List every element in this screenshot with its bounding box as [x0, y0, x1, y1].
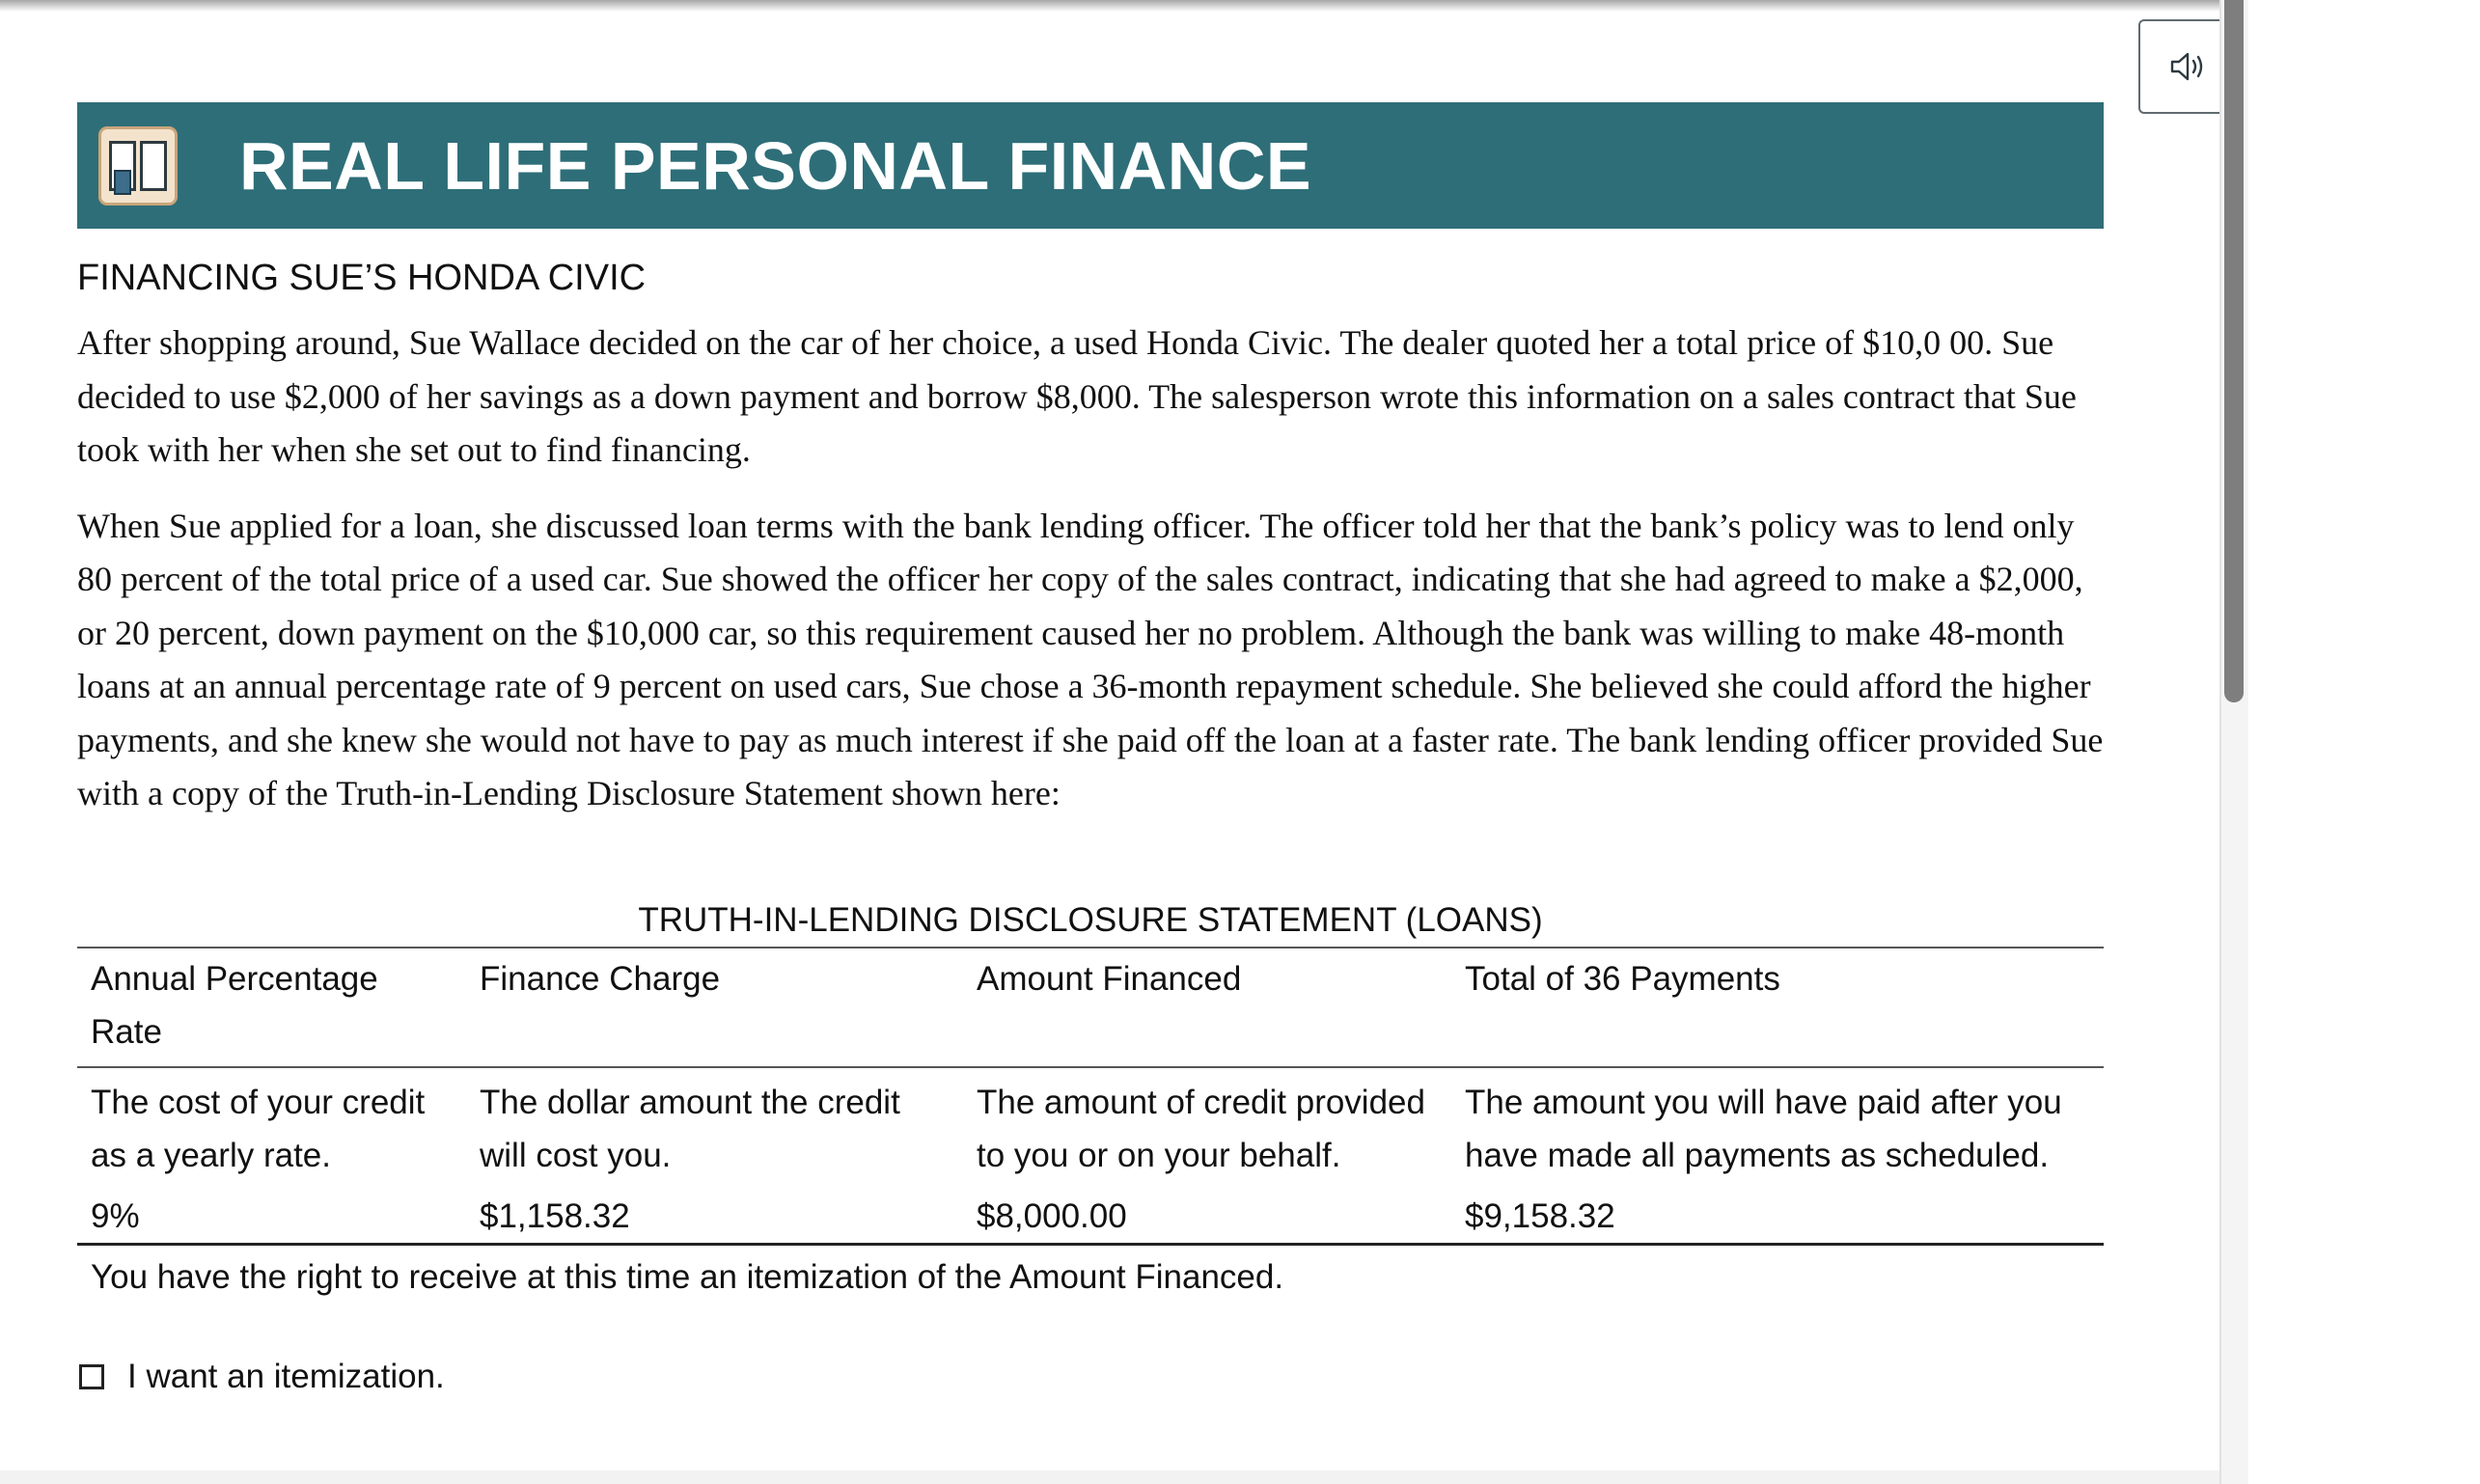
scrollbar-thumb[interactable]: [2224, 0, 2244, 702]
bottom-edge: [0, 1470, 2219, 1484]
banner-title: REAL LIFE PERSONAL FINANCE: [239, 127, 1312, 204]
calculator-ledger-icon: [98, 126, 178, 206]
disclosure-table: [77, 947, 2104, 1246]
disclosure-statement: [77, 898, 2104, 1396]
table-description-row: [77, 1067, 2104, 1182]
header-total-payments: Total of 36 Payments: [1451, 948, 2104, 1067]
header-amount-financed: Amount Financed: [963, 948, 1451, 1067]
disclosure-title: TRUTH-IN-LENDING DISCLOSURE STATEMENT (LOANS): [638, 900, 1543, 939]
right-margin: [2248, 0, 2480, 1484]
paragraph-2: When Sue applied for a loan, she discussed loan terms with the bank lending officer. The officer told her that the bank’s policy was to lend only 80 percent of the total price of a used car. Sue showed the officer her copy of the sales contract, indicating that she had agreed to make a $2,000, or 20 percent, down payment on the $10,000 car, so this requirement caused her no problem. Although the bank was willing to make 48-month loans at an annual percentage rate of 9 percent on used cars, Sue chose a 36-month repayment schedule. She believed she could afford the higher payments, and she knew she would not have to pay as much interest if she paid off the loan at a faster rate. The bank lending officer provided Sue with a copy of the Truth-in-Lending Disclosure Statement shown here:: [77, 506, 2104, 812]
value-finance-charge: $1,158.32: [466, 1182, 963, 1245]
desc-amount-financed: The amount of credit provided to you or on your behalf.: [963, 1067, 1451, 1182]
table-header-row: [77, 948, 2104, 1067]
main-content: [77, 102, 2104, 1396]
value-apr: 9%: [77, 1182, 466, 1245]
section-subtitle: FINANCING SUE’S HONDA CIVIC: [77, 258, 647, 298]
table-value-row: [77, 1182, 2104, 1245]
itemization-checkbox[interactable]: [79, 1364, 104, 1389]
paragraph-1: After shopping around, Sue Wallace decided on the car of her choice, a used Honda Civic. The dealer quoted her a total price of $10,0 00. Sue decided to use $2,000 of her savings as a down payment and borrow $8,000. The salesperson wrote this information on a sales contract that Sue took with her when she set out to find financing.: [77, 323, 2077, 469]
value-total-payments: $9,158.32: [1451, 1182, 2104, 1245]
header-finance-charge: Finance Charge: [466, 948, 963, 1067]
desc-finance-charge: The dollar amount the credit will cost you.: [466, 1067, 963, 1182]
feature-banner: [77, 102, 2104, 229]
desc-total-payments: The amount you will have paid after you have made all payments as scheduled.: [1451, 1067, 2104, 1182]
header-apr: Annual Percentage Rate: [77, 948, 466, 1067]
desc-apr: The cost of your credit as a yearly rate.: [77, 1067, 466, 1182]
itemization-checkbox-row[interactable]: [77, 1358, 2104, 1396]
itemization-checkbox-label[interactable]: I want an itemization.: [127, 1357, 445, 1395]
itemization-note: You have the right to receive at this time an itemization of the Amount Financed.: [91, 1257, 1284, 1296]
top-shadow: [0, 0, 2219, 12]
value-amount-financed: $8,000.00: [963, 1182, 1451, 1245]
speaker-icon: [2169, 50, 2208, 83]
